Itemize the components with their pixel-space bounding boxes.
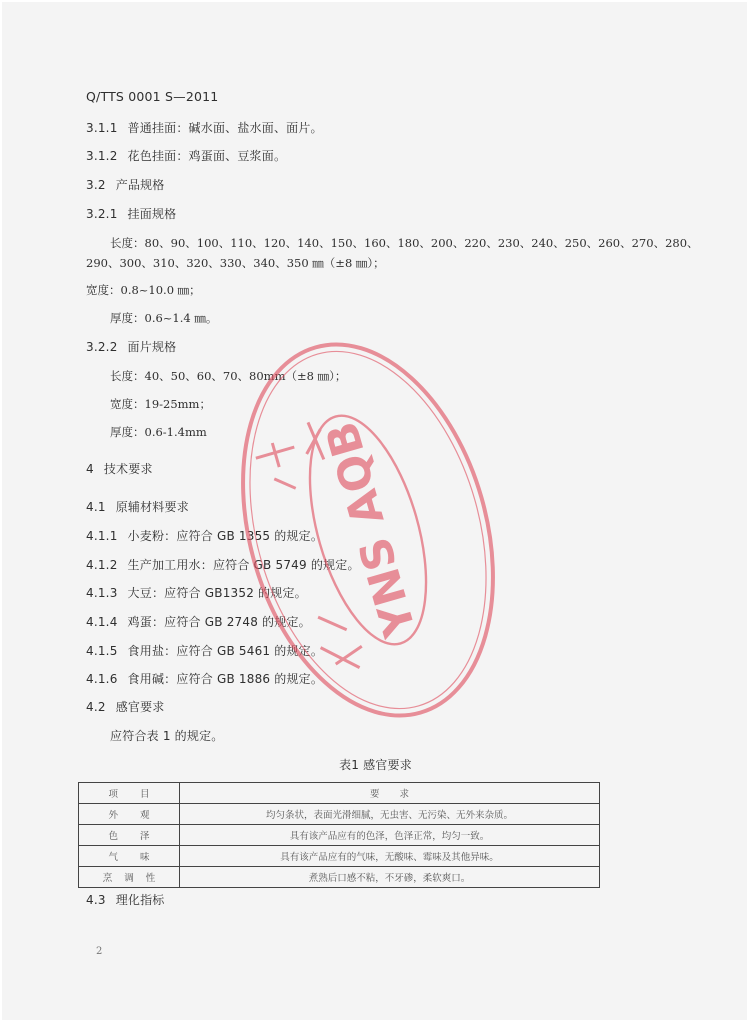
clause-4-1-3 xyxy=(86,585,307,601)
clause-number: 4.2 xyxy=(86,700,106,714)
table-caption: 表1 感官要求 xyxy=(339,758,412,772)
clause-4-1-4 xyxy=(86,614,311,630)
sensory-table xyxy=(78,782,600,888)
clause-text: 生产加工用水：应符合 GB 5749 的规定。 xyxy=(127,558,360,572)
clause-number: 4.1.6 xyxy=(86,672,118,686)
clause-4 xyxy=(86,461,153,477)
clause-text: 食用碱：应符合 GB 1886 的规定。 xyxy=(127,672,324,686)
clause-4-3 xyxy=(86,892,165,908)
clause-number: 3.2.1 xyxy=(86,207,118,221)
clause-text: 原辅材料要求 xyxy=(115,500,189,514)
clause-4-2 xyxy=(86,699,165,715)
clause-4-1-6 xyxy=(86,671,323,687)
clause-3-1-2 xyxy=(86,148,286,164)
clause-number: 4.1.3 xyxy=(86,586,118,600)
length-spec-line-2: 290、300、310、320、330、340、350 ㎜（±8 ㎜）； xyxy=(86,256,385,270)
table-header-row xyxy=(79,783,600,804)
standard-code: Q/TTS 0001 S—2011 xyxy=(86,89,219,104)
thickness-spec: 厚度：0.6~1.4 ㎜。 xyxy=(110,311,218,325)
table-cell-requirement: 煮熟后口感不粘，不牙碜，柔软爽口。 xyxy=(180,867,600,888)
table-cell-item: 烹调性 xyxy=(79,867,180,888)
table-row xyxy=(79,867,600,888)
clause-4-1 xyxy=(86,499,189,515)
clause-number: 3.2 xyxy=(86,178,106,192)
table-cell-requirement: 具有该产品应有的色泽，色泽正常，均匀一致。 xyxy=(180,825,600,846)
clause-text: 挂面规格 xyxy=(127,207,177,221)
clause-4-1-5 xyxy=(86,643,323,659)
table-cell-item: 色泽 xyxy=(79,825,180,846)
clause-4-1-1 xyxy=(86,528,323,544)
clause-text: 大豆：应符合 GB1352 的规定。 xyxy=(127,586,307,600)
clause-text: 感官要求 xyxy=(115,700,165,714)
table-cell-requirement: 具有该产品应有的气味，无酸味、霉味及其他异味。 xyxy=(180,846,600,867)
clause-3-2 xyxy=(86,177,165,193)
length-spec-line-1: 长度：80、90、100、110、120、140、150、160、180、200、220、230、240、250、260、270、280、 xyxy=(110,236,699,250)
clause-text: 面片规格 xyxy=(127,340,177,354)
table-cell-requirement: 均匀条状，表面光滑细腻，无虫害、无污染、无外来杂质。 xyxy=(180,804,600,825)
page-number: 2 xyxy=(96,946,103,957)
table-cell-item: 外观 xyxy=(79,804,180,825)
clause-3-1-1 xyxy=(86,120,323,136)
clause-text: 理化指标 xyxy=(115,893,165,907)
table-row xyxy=(79,825,600,846)
clause-number: 4 xyxy=(86,462,94,476)
sheet-thickness-spec: 厚度：0.6-1.4mm xyxy=(110,425,207,439)
seal-text: YNS AQB xyxy=(316,415,427,643)
clause-number: 4.3 xyxy=(86,893,106,907)
table-header-cell: 项目 xyxy=(79,783,180,804)
clause-number: 4.1.4 xyxy=(86,615,118,629)
clause-number: 3.2.2 xyxy=(86,340,118,354)
clause-text: 食用盐：应符合 GB 5461 的规定。 xyxy=(127,644,324,658)
sheet-width-spec: 宽度：19-25mm； xyxy=(110,397,211,411)
clause-text: 鸡蛋：应符合 GB 2748 的规定。 xyxy=(127,615,311,629)
sheet-length-spec: 长度：40、50、60、70、80mm（±8 ㎜）； xyxy=(110,369,347,383)
clause-text: 技术要求 xyxy=(103,462,153,476)
clause-text: 产品规格 xyxy=(115,178,165,192)
clause-number: 4.1.2 xyxy=(86,558,118,572)
table-cell-item: 气味 xyxy=(79,846,180,867)
clause-4-1-2 xyxy=(86,557,360,573)
clause-text: 普通挂面：碱水面、盐水面、面片。 xyxy=(127,121,323,135)
clause-number: 3.1.2 xyxy=(86,149,118,163)
table-header-cell: 要求 xyxy=(180,783,600,804)
clause-number: 3.1.1 xyxy=(86,121,118,135)
clause-3-2-2 xyxy=(86,339,176,355)
clause-number: 4.1.1 xyxy=(86,529,118,543)
table-row xyxy=(79,804,600,825)
clause-4-2-body: 应符合表 1 的规定。 xyxy=(110,729,224,743)
clause-number: 4.1.5 xyxy=(86,644,118,658)
width-spec: 宽度：0.8~10.0 ㎜； xyxy=(86,283,201,297)
clause-number: 4.1 xyxy=(86,500,106,514)
clause-3-2-1 xyxy=(86,206,176,222)
clause-text: 花色挂面：鸡蛋面、豆浆面。 xyxy=(127,149,287,163)
table-row xyxy=(79,846,600,867)
clause-text: 小麦粉：应符合 GB 1355 的规定。 xyxy=(127,529,324,543)
